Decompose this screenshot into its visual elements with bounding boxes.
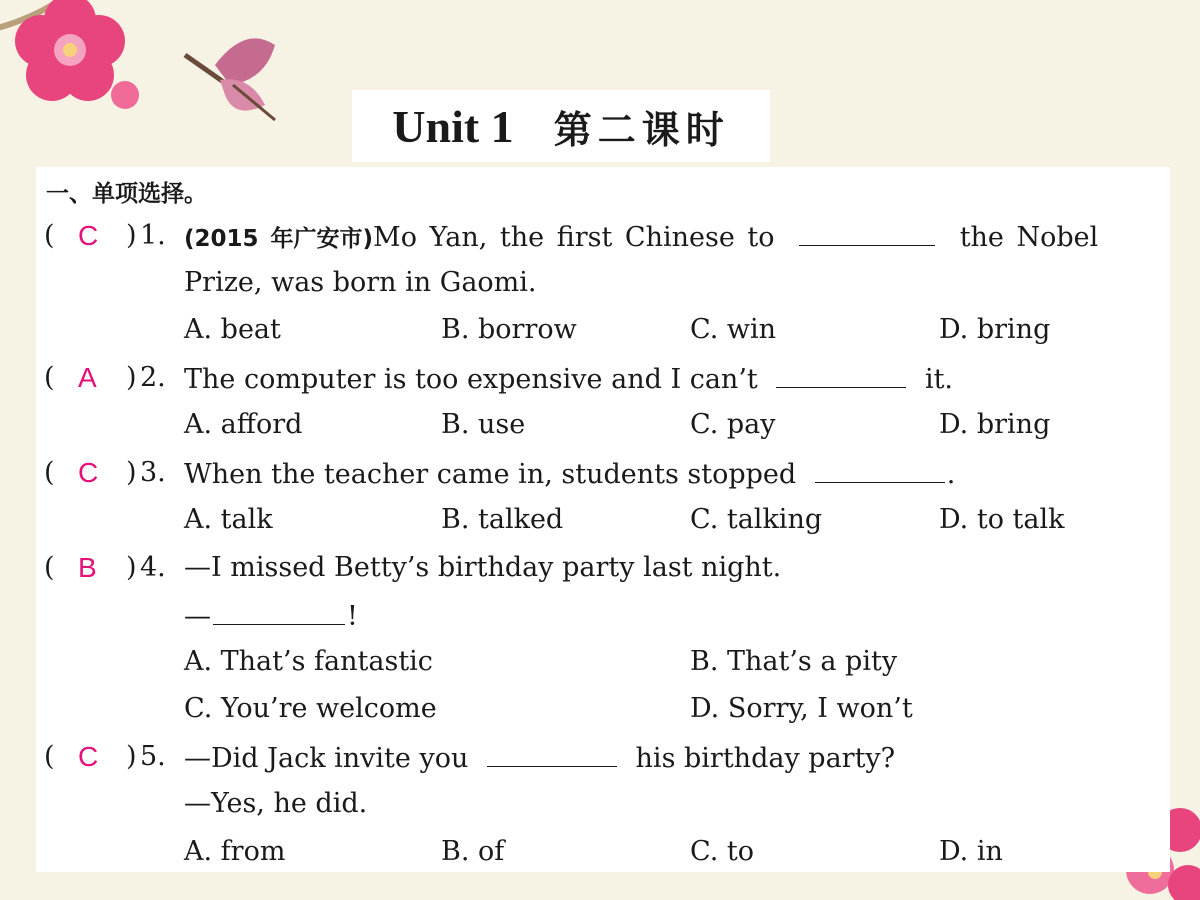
question-stem (184, 219, 1098, 256)
answer-paren-close: ) (126, 552, 137, 583)
lesson-title (352, 90, 770, 162)
option-c: C. pay (690, 409, 776, 440)
butterfly-decoration (175, 25, 285, 125)
option-c: C. You’re welcome (184, 693, 437, 724)
question-stem: —I missed Betty’s birthday party last night. (184, 552, 782, 583)
option-b: B. of (441, 836, 505, 867)
answer-label: C (78, 457, 99, 488)
answer-paren-open: ( (44, 741, 55, 772)
answer-label: B (78, 552, 97, 583)
option-d: D. Sorry, I won’t (690, 693, 913, 724)
stem-text-after: his birthday party? (635, 743, 896, 774)
answer-label: C (78, 741, 99, 772)
option-b: B. use (441, 409, 526, 440)
question-number: 5. (140, 741, 166, 772)
question-stem (184, 361, 953, 397)
question-stem (184, 456, 955, 492)
option-d: D. to talk (939, 504, 1065, 535)
option-d: D. in (939, 836, 1003, 867)
stem-text: When the teacher came in, students stopped (184, 459, 797, 490)
question-number: 1. (140, 220, 166, 251)
option-a: A. from (184, 836, 286, 867)
stem-text-after: the Nobel (959, 222, 1099, 253)
answer-paren-close: ) (126, 220, 137, 251)
answer-label: A (78, 362, 97, 393)
answer-paren-close: ) (126, 457, 137, 488)
option-a: A. talk (184, 504, 273, 535)
option-d: D. bring (939, 409, 1051, 440)
stem-text-after: it. (924, 364, 954, 395)
answer-paren-open: ( (44, 362, 55, 393)
answer-blank (213, 598, 345, 625)
stem-text: Mo Yan, the first Chinese to (373, 222, 775, 253)
answer-blank (799, 219, 935, 246)
exercise-panel (36, 167, 1170, 872)
question-number: 2. (140, 362, 166, 393)
option-a: A. That’s fantastic (184, 646, 433, 677)
answer-label: C (78, 220, 99, 251)
option-c: C. to (690, 836, 754, 867)
answer-paren-open: ( (44, 552, 55, 583)
option-c: C. talking (690, 504, 823, 535)
option-b: B. talked (441, 504, 564, 535)
question-number: 4. (140, 552, 166, 583)
option-a: A. afford (184, 409, 303, 440)
option-c: C. win (690, 314, 776, 345)
question-reply (184, 598, 358, 634)
answer-paren-close: ) (126, 362, 137, 393)
option-b: B. That’s a pity (690, 646, 898, 677)
question-reply: —Yes, he did. (184, 788, 368, 819)
reply-dash: — (184, 601, 211, 632)
option-b: B. borrow (441, 314, 577, 345)
stem-text-after: . (946, 459, 956, 490)
question-stem (184, 740, 895, 776)
unit-title: Unit 1 (392, 100, 514, 152)
section-heading: 一、单项选择。 (46, 181, 207, 207)
answer-blank (815, 456, 945, 483)
lesson-name: 第二课时 (553, 107, 730, 152)
reply-end: ! (347, 601, 358, 632)
option-d: D. bring (939, 314, 1051, 345)
stem-text: —Did Jack invite you (184, 743, 469, 774)
answer-paren-open: ( (44, 220, 55, 251)
answer-paren-open: ( (44, 457, 55, 488)
question-source: (2015 年广安市) (184, 226, 374, 252)
answer-blank (776, 361, 906, 388)
option-a: A. beat (184, 314, 281, 345)
answer-paren-close: ) (126, 741, 137, 772)
question-number: 3. (140, 457, 166, 488)
plum-blossom-decoration (0, 0, 160, 120)
answer-blank (487, 740, 617, 767)
stem-text: The computer is too expensive and I can’t (184, 364, 758, 395)
question-stem-line2: Prize, was born in Gaomi. (184, 267, 537, 298)
